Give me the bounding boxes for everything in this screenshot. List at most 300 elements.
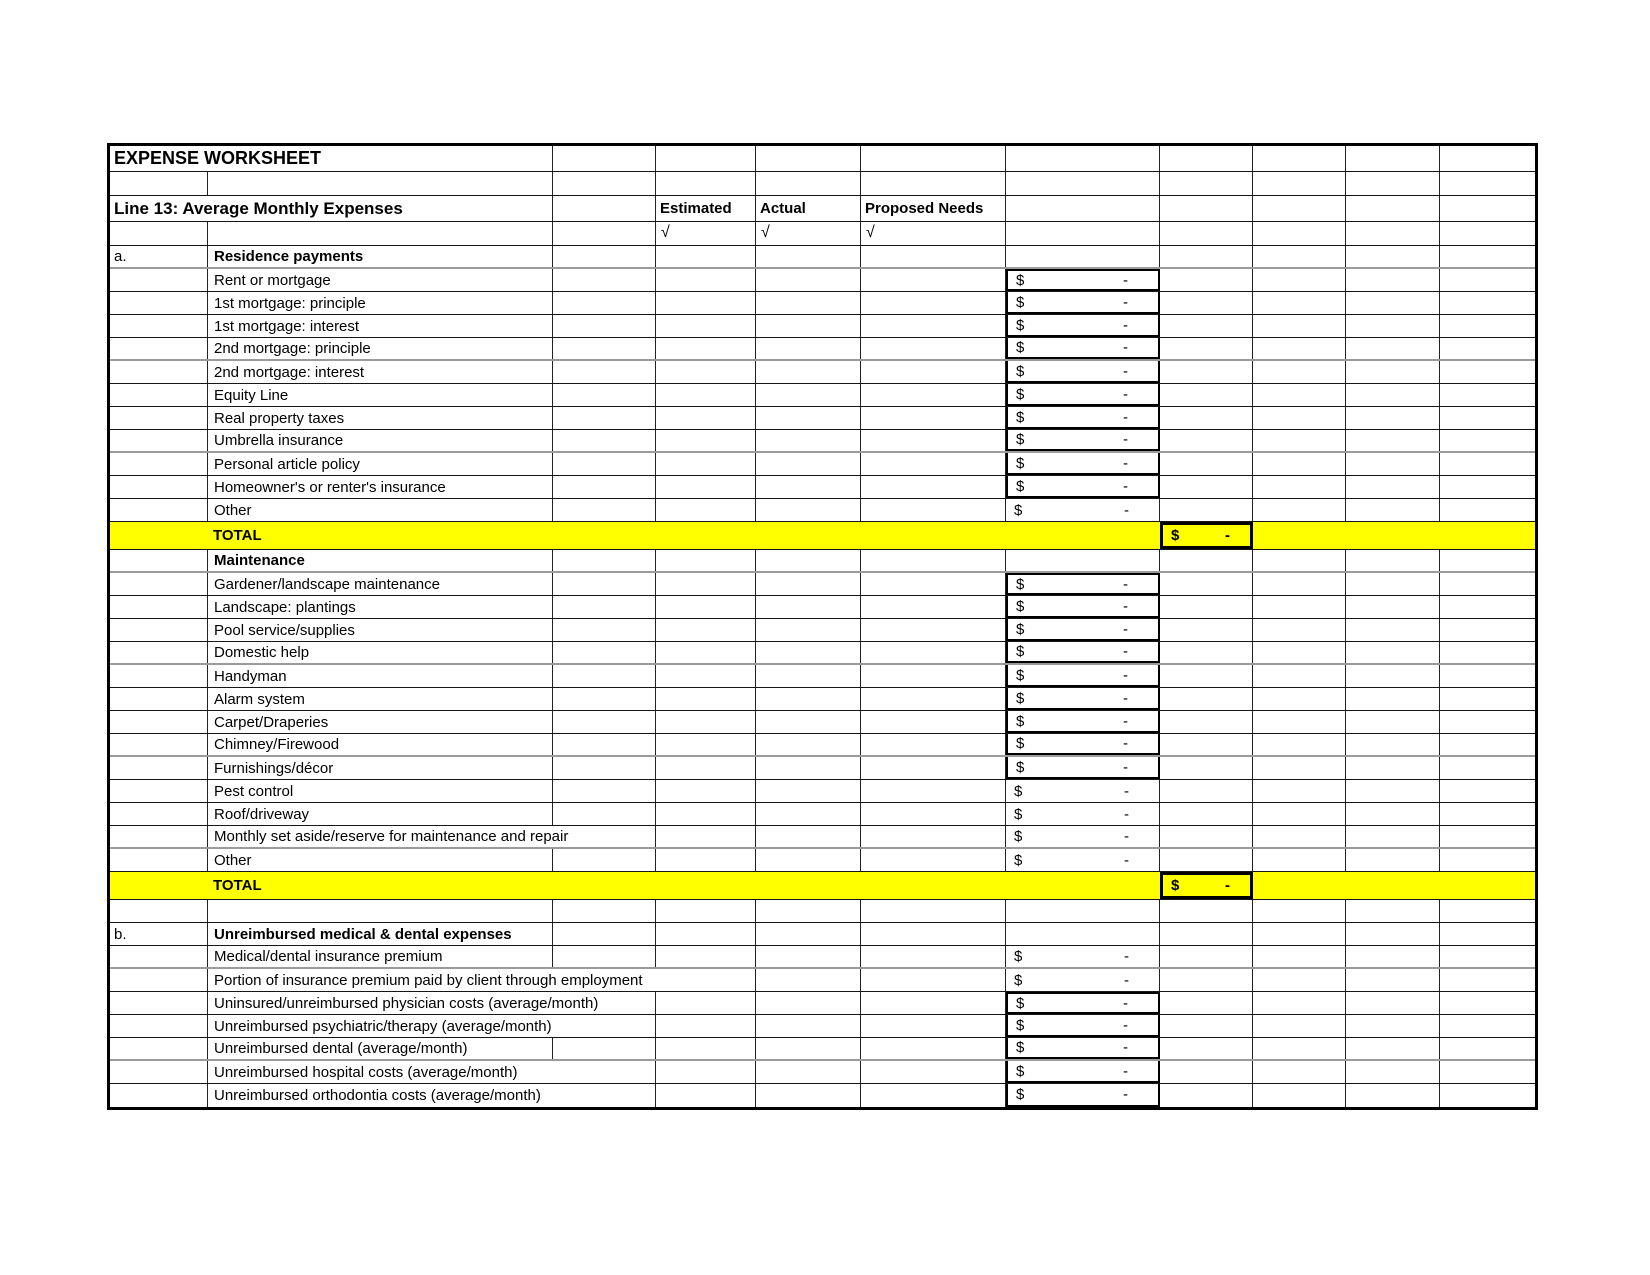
grid-cell <box>1346 430 1440 451</box>
amount-cell[interactable] <box>1006 430 1160 451</box>
grid-cell <box>756 292 861 314</box>
item-label: 1st mortgage: interest <box>208 315 553 337</box>
grid-cell <box>1006 550 1160 571</box>
grid-cell <box>1253 292 1346 314</box>
grid-cell <box>656 849 756 871</box>
empty-amount-dash: - <box>1123 385 1128 403</box>
item-label: Pool service/supplies <box>208 619 553 641</box>
grid-cell <box>656 642 756 663</box>
grid-cell <box>656 550 756 571</box>
amount-cell[interactable] <box>1006 803 1160 825</box>
empty-amount-dash: - <box>1123 362 1128 380</box>
grid-cell <box>656 757 756 779</box>
row-index-cell <box>110 315 208 337</box>
amount-cell[interactable] <box>1006 849 1160 871</box>
grid-cell <box>1160 849 1253 871</box>
row-index-cell <box>110 734 208 755</box>
worksheet-row <box>110 992 1535 1015</box>
amount-cell[interactable] <box>1006 946 1160 967</box>
grid-cell <box>656 430 756 451</box>
grid-cell <box>1440 550 1535 571</box>
checkmark-proposed-needs: √ <box>861 222 1006 245</box>
empty-amount-dash: - <box>1124 805 1129 823</box>
grid-cell <box>553 269 656 291</box>
item-label: Unreimbursed hospital costs (average/month) <box>208 1061 656 1083</box>
amount-cell[interactable] <box>1006 1038 1160 1059</box>
grid-cell <box>1440 1038 1535 1059</box>
grid-cell <box>861 361 1006 383</box>
empty-amount-dash: - <box>1123 408 1128 426</box>
grid-cell <box>1160 803 1253 825</box>
empty-amount-dash: - <box>1123 712 1128 730</box>
grid-cell <box>656 1038 756 1059</box>
grid-cell <box>861 900 1006 922</box>
grid-cell <box>553 196 656 221</box>
empty-amount-dash: - <box>1124 948 1129 965</box>
grid-cell <box>1160 688 1253 710</box>
worksheet-row <box>110 246 1535 269</box>
currency-symbol: $ <box>1014 851 1023 869</box>
worksheet-row <box>110 269 1535 292</box>
grid-cell <box>1346 269 1440 291</box>
grid-cell <box>110 222 208 245</box>
row-index-cell <box>110 688 208 710</box>
grid-cell <box>1346 1084 1440 1107</box>
amount-cell[interactable] <box>1006 619 1160 641</box>
grid-cell <box>756 146 861 171</box>
grid-cell <box>208 900 553 922</box>
grid-cell <box>1440 146 1535 171</box>
grid-cell <box>656 1061 756 1083</box>
amount-cell[interactable] <box>1006 476 1160 498</box>
item-label: Alarm system <box>208 688 553 710</box>
grid-cell <box>1006 172 1160 195</box>
grid-cell <box>1253 757 1346 779</box>
grid-cell <box>1440 499 1535 521</box>
row-index-cell <box>110 757 208 779</box>
grid-cell <box>553 665 656 687</box>
amount-cell[interactable] <box>1006 573 1160 595</box>
currency-symbol: $ <box>1016 477 1025 495</box>
row-index-cell <box>110 1061 208 1083</box>
grid-cell <box>553 734 656 755</box>
grid-cell <box>1253 923 1346 945</box>
grid-cell <box>1346 222 1440 245</box>
grid-cell <box>1160 1038 1253 1059</box>
item-label: 2nd mortgage: principle <box>208 338 553 359</box>
grid-cell <box>1440 923 1535 945</box>
grid-cell <box>553 849 656 871</box>
amount-cell[interactable] <box>1006 780 1160 802</box>
amount-cell[interactable] <box>1006 665 1160 687</box>
grid-cell <box>1440 453 1535 475</box>
grid-cell <box>861 453 1006 475</box>
grid-cell <box>1253 550 1346 571</box>
section-heading: Maintenance <box>208 550 553 571</box>
grid-cell <box>756 900 861 922</box>
grid-cell <box>1253 665 1346 687</box>
grid-cell <box>1253 146 1346 171</box>
currency-symbol: $ <box>1016 666 1025 684</box>
grid-cell <box>756 1084 861 1107</box>
grid-cell <box>1440 734 1535 755</box>
worksheet-row <box>110 292 1535 315</box>
grid-cell <box>1346 1038 1440 1059</box>
row-index-cell <box>110 992 208 1014</box>
grid-cell <box>656 499 756 521</box>
worksheet-row <box>110 1061 1535 1084</box>
grid-cell <box>1346 1015 1440 1037</box>
grid-cell <box>553 642 656 663</box>
worksheet-row <box>110 338 1535 361</box>
grid-cell <box>756 596 861 618</box>
grid-cell <box>1253 430 1346 451</box>
grid-cell <box>861 969 1006 991</box>
row-index-cell <box>110 596 208 618</box>
worksheet-row <box>110 665 1535 688</box>
grid-cell <box>1440 1015 1535 1037</box>
amount-cell[interactable] <box>1006 499 1160 521</box>
worksheet-row <box>110 596 1535 619</box>
worksheet-row <box>110 573 1535 596</box>
currency-symbol: $ <box>1014 501 1023 519</box>
grid-cell <box>1160 550 1253 571</box>
grid-cell <box>1440 407 1535 429</box>
currency-symbol: $ <box>1016 431 1025 448</box>
row-index-cell <box>110 849 208 871</box>
grid-cell <box>1253 315 1346 337</box>
grid-cell <box>1160 1015 1253 1037</box>
grid-cell <box>1346 384 1440 406</box>
grid-cell <box>1440 900 1535 922</box>
row-index-cell <box>110 292 208 314</box>
empty-amount-dash: - <box>1123 758 1128 776</box>
amount-cell[interactable] <box>1006 407 1160 429</box>
total-label: TOTAL <box>110 522 1160 549</box>
grid-cell <box>1253 499 1346 521</box>
worksheet-title: EXPENSE WORKSHEET <box>110 146 553 171</box>
grid-cell <box>1253 946 1346 967</box>
row-index-cell <box>110 1038 208 1059</box>
worksheet-row <box>110 522 1535 550</box>
worksheet-row <box>110 361 1535 384</box>
grid-cell <box>1160 596 1253 618</box>
row-index-cell <box>110 453 208 475</box>
grid-cell <box>553 407 656 429</box>
grid-cell <box>756 619 861 641</box>
grid-cell <box>1253 196 1346 221</box>
grid-cell <box>1253 222 1346 245</box>
grid-cell <box>553 803 656 825</box>
empty-amount-dash: - <box>1123 1039 1128 1056</box>
grid-cell <box>1253 1038 1346 1059</box>
grid-cell <box>1440 596 1535 618</box>
row-index-cell <box>110 476 208 498</box>
grid-cell <box>861 338 1006 359</box>
item-label: Portion of insurance premium paid by client through employment <box>208 969 756 991</box>
grid-cell <box>656 688 756 710</box>
grid-cell <box>1160 499 1253 521</box>
empty-amount-dash: - <box>1123 620 1128 638</box>
grid-cell <box>110 900 208 922</box>
grid-cell <box>1160 900 1253 922</box>
amount-cell[interactable] <box>1006 734 1160 755</box>
currency-symbol: $ <box>1016 597 1025 615</box>
grid-cell <box>1346 292 1440 314</box>
grid-cell <box>1346 992 1440 1014</box>
amount-cell[interactable] <box>1006 269 1160 291</box>
currency-symbol: $ <box>1016 994 1025 1012</box>
grid-cell <box>553 900 656 922</box>
currency-symbol: $ <box>1016 712 1025 730</box>
grid-cell <box>1160 780 1253 802</box>
empty-amount-dash: - <box>1123 271 1128 289</box>
item-label: Real property taxes <box>208 407 553 429</box>
amount-cell[interactable] <box>1006 826 1160 847</box>
grid-cell <box>1440 430 1535 451</box>
grid-cell <box>1346 407 1440 429</box>
grid-cell <box>756 642 861 663</box>
grid-cell <box>861 849 1006 871</box>
worksheet-row <box>110 946 1535 969</box>
grid-cell <box>656 946 756 967</box>
amount-cell[interactable] <box>1006 711 1160 733</box>
total-amount-cell[interactable] <box>1160 872 1253 899</box>
grid-cell <box>1346 338 1440 359</box>
grid-cell <box>1253 1015 1346 1037</box>
grid-cell <box>208 222 553 245</box>
grid-cell <box>656 900 756 922</box>
grid-cell <box>861 573 1006 595</box>
grid-cell <box>756 1015 861 1037</box>
grid-cell <box>861 803 1006 825</box>
grid-cell <box>553 361 656 383</box>
grid-cell <box>1160 711 1253 733</box>
row-index-cell <box>110 573 208 595</box>
currency-symbol: $ <box>1016 689 1025 707</box>
grid-cell <box>861 550 1006 571</box>
grid-cell <box>756 711 861 733</box>
amount-cell[interactable] <box>1006 453 1160 475</box>
grid-cell <box>1346 688 1440 710</box>
item-label: Unreimbursed orthodontia costs (average/month) <box>208 1084 656 1107</box>
worksheet-row <box>110 849 1535 872</box>
currency-symbol: $ <box>1016 316 1025 334</box>
amount-cell[interactable] <box>1006 688 1160 710</box>
grid-cell <box>1160 619 1253 641</box>
grid-cell <box>1440 246 1535 267</box>
currency-symbol: $ <box>1016 643 1025 660</box>
grid-cell <box>861 642 1006 663</box>
grid-cell <box>553 573 656 595</box>
empty-amount-dash: - <box>1123 339 1128 356</box>
amount-cell[interactable] <box>1006 1084 1160 1107</box>
amount-cell[interactable] <box>1006 596 1160 618</box>
currency-symbol: $ <box>1016 758 1025 776</box>
grid-cell <box>1160 665 1253 687</box>
item-label: Domestic help <box>208 642 553 663</box>
grid-cell <box>1440 946 1535 967</box>
row-index-cell <box>110 1084 208 1107</box>
grid-cell <box>756 407 861 429</box>
worksheet-row <box>110 146 1535 172</box>
grid-cell <box>553 596 656 618</box>
grid-cell <box>1160 476 1253 498</box>
amount-cell[interactable] <box>1006 315 1160 337</box>
empty-amount-dash: - <box>1123 293 1128 311</box>
amount-cell[interactable] <box>1006 384 1160 406</box>
expense-worksheet-table <box>107 143 1538 1110</box>
grid-cell <box>553 946 656 967</box>
column-header-actual: Actual <box>756 196 861 221</box>
grid-cell <box>756 992 861 1014</box>
grid-cell <box>553 550 656 571</box>
section-heading: Unreimbursed medical & dental expenses <box>208 923 553 945</box>
grid-cell <box>756 499 861 521</box>
row-index-cell <box>110 407 208 429</box>
grid-cell <box>656 665 756 687</box>
grid-cell <box>1160 923 1253 945</box>
grid-cell <box>1440 803 1535 825</box>
empty-amount-dash: - <box>1225 527 1230 544</box>
grid-cell <box>656 476 756 498</box>
grid-cell <box>756 315 861 337</box>
grid-cell <box>1440 780 1535 802</box>
worksheet-row <box>110 407 1535 430</box>
grid-cell <box>861 992 1006 1014</box>
worksheet-row <box>110 923 1535 946</box>
grid-cell <box>861 826 1006 847</box>
grid-cell <box>1253 476 1346 498</box>
row-index-cell <box>110 665 208 687</box>
item-label: Carpet/Draperies <box>208 711 553 733</box>
currency-symbol: $ <box>1016 1016 1025 1034</box>
grid-cell <box>1160 269 1253 291</box>
grid-cell <box>1253 453 1346 475</box>
currency-symbol: $ <box>1016 1062 1025 1080</box>
grid-cell <box>553 757 656 779</box>
grid-cell <box>1160 292 1253 314</box>
empty-amount-dash: - <box>1123 735 1128 752</box>
worksheet-row <box>110 780 1535 803</box>
grid-cell <box>1346 900 1440 922</box>
grid-cell <box>1346 172 1440 195</box>
currency-symbol: $ <box>1171 527 1180 544</box>
grid-cell <box>656 384 756 406</box>
grid-cell <box>553 711 656 733</box>
grid-cell <box>861 476 1006 498</box>
worksheet-row <box>110 315 1535 338</box>
grid-cell <box>756 384 861 406</box>
row-index-cell <box>110 1015 208 1037</box>
grid-cell <box>1440 665 1535 687</box>
grid-cell <box>861 146 1006 171</box>
amount-cell[interactable] <box>1006 642 1160 663</box>
grid-cell <box>1253 522 1535 549</box>
total-amount-cell[interactable] <box>1160 522 1253 549</box>
grid-cell <box>1346 946 1440 967</box>
empty-amount-dash: - <box>1123 1062 1128 1080</box>
grid-cell <box>1346 476 1440 498</box>
grid-cell <box>553 338 656 359</box>
empty-amount-dash: - <box>1124 501 1129 519</box>
grid-cell <box>1253 826 1346 847</box>
worksheet-row <box>110 969 1535 992</box>
grid-cell <box>1440 826 1535 847</box>
amount-cell[interactable] <box>1006 338 1160 359</box>
grid-cell <box>110 172 208 195</box>
grid-cell <box>756 688 861 710</box>
grid-cell <box>861 384 1006 406</box>
row-index-cell <box>110 269 208 291</box>
grid-cell <box>1346 550 1440 571</box>
row-index-cell <box>110 780 208 802</box>
grid-cell <box>553 688 656 710</box>
column-header-proposed-needs: Proposed Needs <box>861 196 1006 221</box>
section-index: b. <box>110 923 208 945</box>
amount-cell[interactable] <box>1006 992 1160 1014</box>
grid-cell <box>1253 361 1346 383</box>
grid-cell <box>1346 619 1440 641</box>
grid-cell <box>1346 642 1440 663</box>
row-index-cell <box>110 826 208 847</box>
empty-amount-dash: - <box>1123 597 1128 615</box>
amount-cell[interactable] <box>1006 1061 1160 1083</box>
grid-cell <box>1440 196 1535 221</box>
grid-cell <box>1253 992 1346 1014</box>
grid-cell <box>756 172 861 195</box>
grid-cell <box>1253 246 1346 267</box>
grid-cell <box>208 172 553 195</box>
amount-cell[interactable] <box>1006 1015 1160 1037</box>
column-header-estimated: Estimated <box>656 196 756 221</box>
grid-cell <box>861 665 1006 687</box>
grid-cell <box>1440 476 1535 498</box>
grid-cell <box>1160 757 1253 779</box>
grid-cell <box>1160 361 1253 383</box>
item-label: Uninsured/unreimbursed physician costs (average/month) <box>208 992 656 1014</box>
grid-cell <box>1160 573 1253 595</box>
grid-cell <box>1253 619 1346 641</box>
worksheet-row <box>110 734 1535 757</box>
grid-cell <box>553 146 656 171</box>
amount-cell[interactable] <box>1006 292 1160 314</box>
grid-cell <box>656 1084 756 1107</box>
currency-symbol: $ <box>1014 828 1023 845</box>
amount-cell[interactable] <box>1006 757 1160 779</box>
grid-cell <box>656 734 756 755</box>
item-label: 2nd mortgage: interest <box>208 361 553 383</box>
worksheet-row <box>110 499 1535 522</box>
grid-cell <box>861 946 1006 967</box>
amount-cell[interactable] <box>1006 969 1160 991</box>
grid-cell <box>1440 269 1535 291</box>
currency-symbol: $ <box>1014 948 1023 965</box>
grid-cell <box>553 222 656 245</box>
grid-cell <box>1160 384 1253 406</box>
grid-cell <box>656 407 756 429</box>
row-index-cell <box>110 361 208 383</box>
grid-cell <box>656 269 756 291</box>
grid-cell <box>1160 1061 1253 1083</box>
amount-cell[interactable] <box>1006 361 1160 383</box>
worksheet-row <box>110 550 1535 573</box>
row-index-cell <box>110 803 208 825</box>
grid-cell <box>861 1061 1006 1083</box>
item-label: Pest control <box>208 780 553 802</box>
empty-amount-dash: - <box>1123 666 1128 684</box>
empty-amount-dash: - <box>1225 877 1230 894</box>
